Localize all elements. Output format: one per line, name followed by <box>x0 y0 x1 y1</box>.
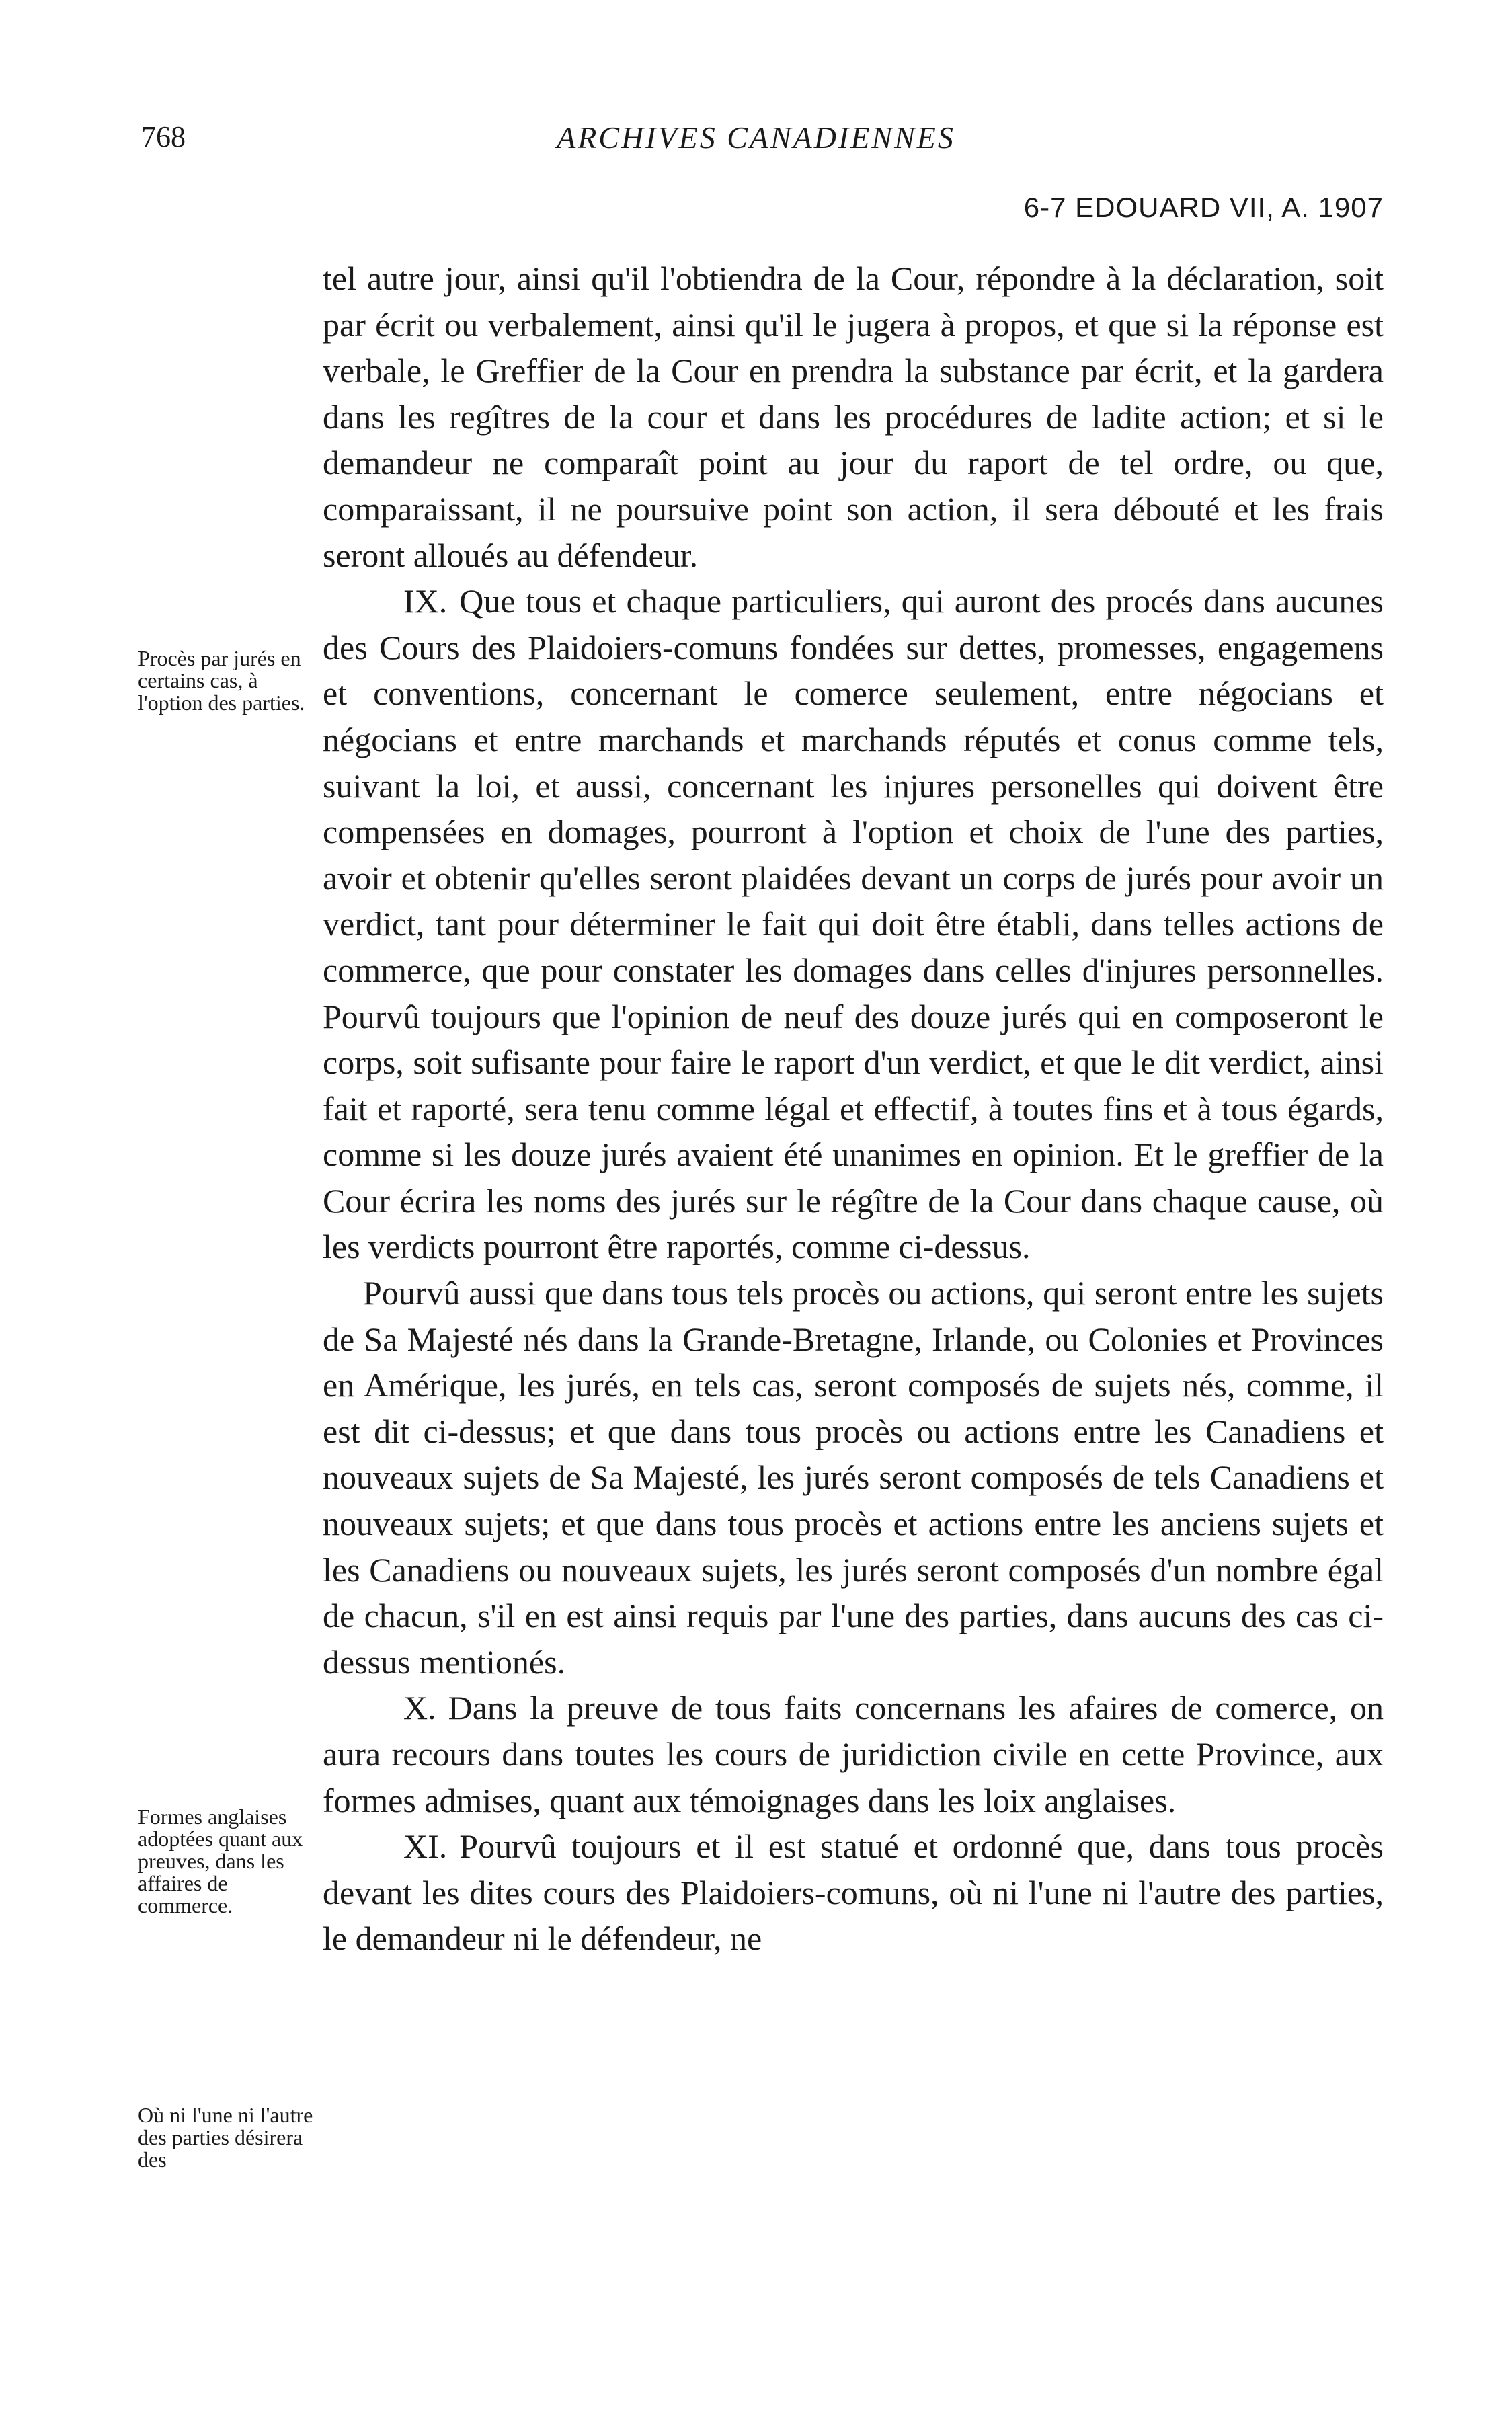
section-number: XI. <box>403 1827 448 1866</box>
page-number: 768 <box>141 120 186 153</box>
paragraph-text: Pourvû aussi que dans tous tels procès ou actions, qui seront entre les sujets de Sa Majesté nés dans la Grande-Bretagne, Irlande, ou Colonies et Provinces en Amérique, les jurés, en tels cas, seront composés de sujets nés, comme, il est dit ci-dessus; et que dans tous procès ou actions entre les Canadiens et nouveaux sujets de Sa Majesté, les jurés seront composés de tels Canadiens et nouveaux sujets; et que dans tous procès et actions entre les anciens sujets et les Canadiens ou nouveaux sujets, les jurés seront composés d'un nombre égal de chacun, s'il en est ainsi requis par l'une des parties, dans aucuns des cas ci-dessus mentionés. <box>323 1274 1384 1681</box>
paragraph-text: Dans la preuve de tous faits concernans les afaires de comerce, on aura recours dans toutes les cours de juridiction civile en cette Province, aux formes admises, quant aux témoignages dans les loix anglaises. <box>323 1689 1384 1819</box>
margin-note: Formes anglaises adoptées quant aux preuves, dans les affaires de commerce. <box>138 1804 303 1917</box>
paragraph-text: Pourvû toujours et il est statué et ordonné que, dans tous procès devant les dites cours des Plaidoiers-comuns, où ni l'une ni l'autre des parties, le demandeur ni le défendeur, ne <box>323 1827 1384 1958</box>
paragraph <box>323 578 1384 1270</box>
paragraph <box>323 1270 1384 1685</box>
session-heading: 6-7 EDOUARD VII, A. 1907 <box>1023 192 1384 223</box>
paragraph <box>323 1685 1384 1823</box>
body-text <box>323 255 1384 1962</box>
running-title: ARCHIVES CANADIENNES <box>557 120 955 155</box>
section-number: X. <box>403 1689 436 1727</box>
paragraph-text: Que tous et chaque particuliers, qui auront des procés dans aucunes des Cours des Plaidoiers-comuns fondées sur dettes, promesses, engagemens et conventions, concernant le comerce seulement, entre négocians et négocians et entre marchands et marchands réputés et conus comme tels, suivant la loi, et aussi, concernant les injures personelles qui doivent être compensées en domages, pourront à l'option et choix de l'une des parties, avoir et obtenir qu'elles seront plaidées devant un corps de jurés pour avoir un verdict, tant pour déterminer le fait qui doit être établi, dans telles actions de commerce, que pour constater les domages dans celles d'injures personnelles. Pourvû toujours que l'opinion de neuf des douze jurés qui en composeront le corps, soit sufisante pour faire le raport d'un verdict, et que le dit verdict, ainsi fait et raporté, sera tenu comme légal et effectif, à toutes fins et à tous égards, comme si les douze jurés avaient été unanimes en opinion. Et le greffier de la Cour écrira les noms des jurés sur le régître de la Cour dans chaque cause, où les verdicts pourront être raportés, comme ci-dessus. <box>323 582 1384 1266</box>
paragraph-text: tel autre jour, ainsi qu'il l'obtiendra de la Cour, répondre à la déclaration, soit par écrit ou verbalement, ainsi qu'il le jugera à propos, et que si la réponse est verbale, le Greffier de la Cour en prendra la substance par écrit, et la gardera dans les regîtres de la cour et dans les procédures de ladite action; et si le demandeur ne comparaît point au jour du raport de tel ordre, ou que, comparaissant, il ne poursuive point son action, il sera débouté et les frais seront alloués au défendeur. <box>323 260 1384 574</box>
paragraph <box>323 1823 1384 1962</box>
paragraph <box>323 255 1384 578</box>
margin-note: Procès par jurés en certains cas, à l'option des parties. <box>138 646 305 715</box>
margin-note: Où ni l'une ni l'autre des parties désirera des <box>138 2103 313 2172</box>
section-number: IX. <box>403 582 448 621</box>
